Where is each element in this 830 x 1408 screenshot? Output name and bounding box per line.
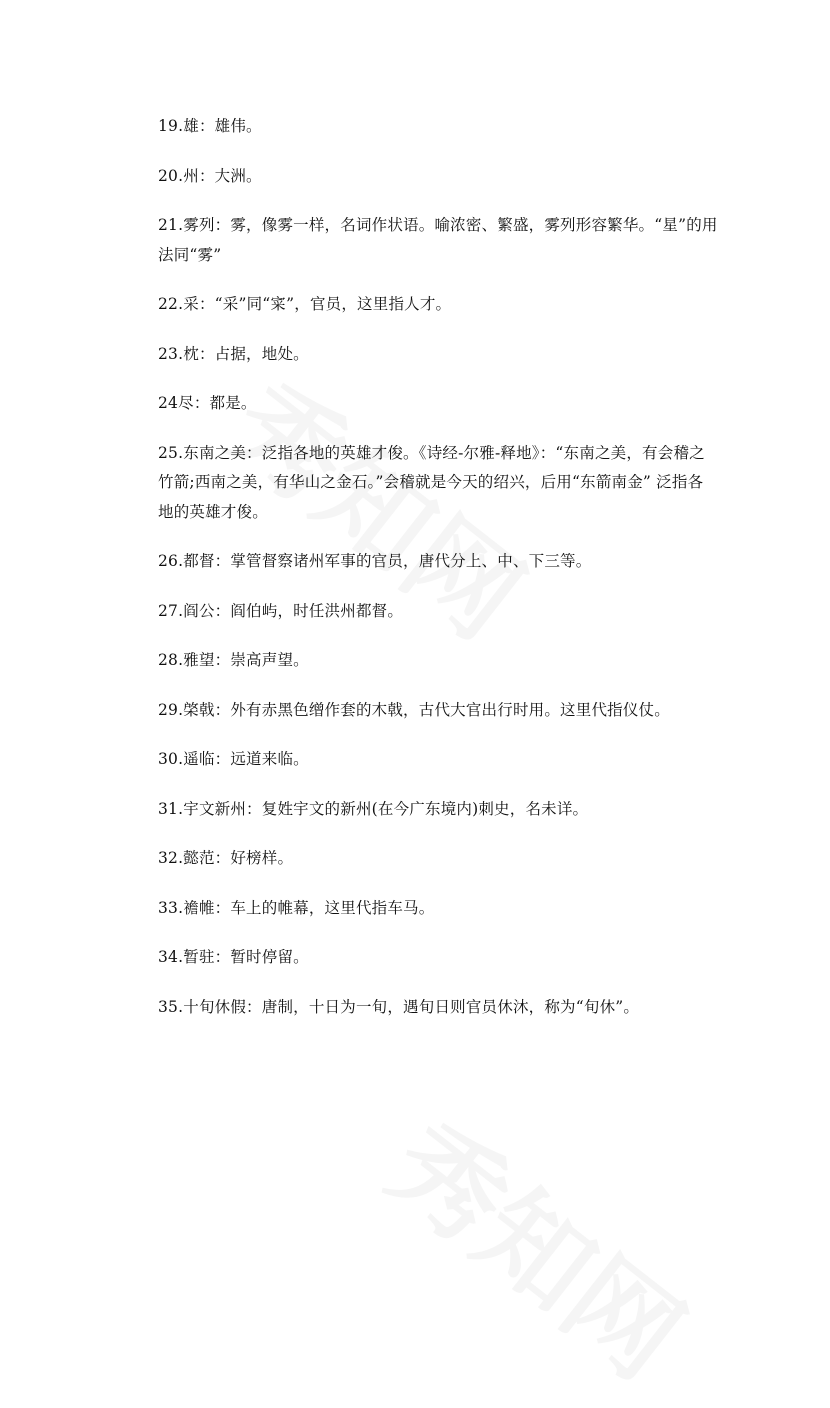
note-29: 29.棨戟：外有赤黑色缯作套的木戟，古代大官出行时用。这里代指仪仗。 (158, 700, 670, 719)
note-22: 22.采：“采”同“寀”，官员，这里指人才。 (158, 295, 452, 313)
note-31: 31.宇文新州：复姓宇文的新州(在今广东境内)刺史，名未详。 (158, 799, 589, 818)
note-25: 25.东南之美：泛指各地的英雄才俊。《诗经-尔雅-释地》：“东南之美，有会稽之竹箭;西南之美，有华山之金石。”会稽就是今天的绍兴，后用“东箭南金” 泛指各地的英雄才俊。 (158, 443, 705, 521)
note-35: 35.十旬休假：唐制，十日为一旬，遇旬日则官员休沐，称为“旬休”。 (158, 997, 640, 1016)
note-24: 24尽：都是。 (158, 394, 257, 412)
note-34: 34.暂驻：暂时停留。 (158, 948, 309, 966)
note-32: 32.懿范：好榜样。 (158, 849, 294, 867)
note-23: 23.枕：占据，地处。 (158, 344, 309, 363)
note-19: 19.雄：雄伟。 (158, 117, 262, 135)
note-20: 20.州：大洲。 (158, 166, 262, 185)
note-27: 27.阎公：阎伯屿，时任洪州都督。 (158, 601, 404, 620)
note-28: 28.雅望：崇高声望。 (158, 651, 309, 669)
watermark-lower (363, 1080, 720, 1408)
note-26: 26.都督：掌管督察诸州军事的官员，唐代分上、中、下三等。 (158, 552, 592, 570)
note-21: 21.雾列：雾，像雾一样，名词作状语。喻浓密、繁盛，雾列形容繁华。“星”的用法同“雾” (158, 216, 718, 264)
note-30: 30.遥临：远道来临。 (158, 750, 309, 768)
annotation-list (158, 112, 718, 1042)
note-33: 33.襜帷：车上的帷幕，这里代指车马。 (158, 898, 435, 917)
